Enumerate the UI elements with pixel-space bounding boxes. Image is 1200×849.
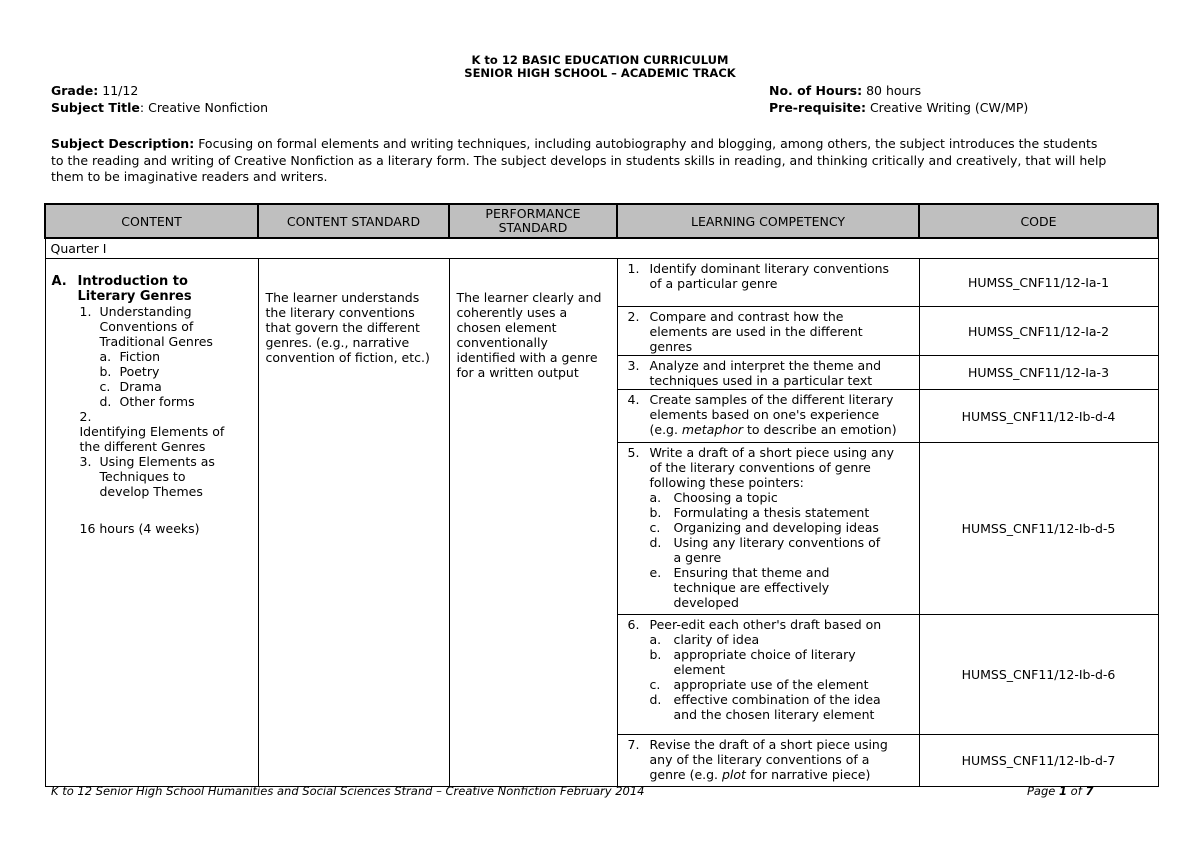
track-title: SENIOR HIGH SCHOOL – ACADEMIC TRACK	[464, 66, 736, 80]
prereq-label: Pre-requisite:	[769, 100, 866, 115]
list-item: d. Other forms	[99, 394, 195, 409]
list-item: 2.Identifying Elements of the different Genres	[79, 409, 225, 454]
competency-2: 2. Compare and contrast how the elements are used in the different genres	[617, 307, 919, 356]
list-item: c. Organizing and developing ideas	[649, 520, 879, 535]
performance-standard-cell: The learner clearly and coherently uses a chosen element conventionally identified with a genre for a written output	[449, 259, 617, 787]
header-content-standard: CONTENT STANDARD	[258, 204, 449, 238]
prereq-line	[769, 100, 1028, 115]
grade-label: Grade:	[51, 83, 99, 98]
hours-label: No. of Hours:	[769, 83, 863, 98]
subject-label: Subject Title	[51, 100, 140, 115]
list-item: c. appropriate use of the element	[649, 677, 869, 692]
header-code: CODE	[919, 204, 1158, 238]
header-performance-standard: PERFORMANCE STANDARD	[449, 204, 617, 238]
code-6: HUMSS_CNF11/12-Ib-d-6	[919, 615, 1158, 735]
code-1: HUMSS_CNF11/12-Ia-1	[919, 259, 1158, 307]
competency-7: 7. Revise the draft of a short piece using any of the literary conventions of a genre (e.g. plot for narrative piece)	[617, 735, 919, 787]
code-2: HUMSS_CNF11/12-Ia-2	[919, 307, 1158, 356]
list-item: a. Choosing a topic	[649, 490, 778, 505]
hours-line	[769, 83, 921, 98]
grade-value: 11/12	[102, 83, 139, 98]
footer-text: K to 12 Senior High School Humanities and Social Sciences Strand – Creative Nonfiction February 2014	[51, 784, 645, 798]
list-item: b. appropriate choice of literary element	[649, 647, 856, 677]
list-item: b. Poetry	[99, 364, 160, 379]
description-text: Focusing on formal elements and writing techniques, including autobiography and blogging, among others, the subject introduces the students to the reading and writing of Creative Nonfiction as a literary form. The subject develops in students skills in reading, and thinking critically and creatively, that will help them to be imaginative readers and writers.	[51, 136, 1107, 184]
competency-1: 1. Identify dominant literary conventions of a particular genre	[617, 259, 919, 307]
prereq-value: Creative Writing (CW/MP)	[869, 100, 1029, 115]
competency-4: 4. Create samples of the different literary elements based on one's experience (e.g. metaphor to describe an emotion)	[617, 390, 919, 443]
code-5: HUMSS_CNF11/12-Ib-d-5	[919, 443, 1158, 615]
list-item: d. Using any literary conventions of a genre	[649, 535, 881, 565]
description-label: Subject Description:	[51, 136, 195, 151]
quarter-label: Quarter I	[45, 238, 1158, 259]
competency-5: 5. Write a draft of a short piece using any of the literary conventions of genre following these pointers: a. Choosing a topic b. Formulating a thesis statement c. Organizing and developing ideas d. Using any literary conventions of a genre e. Ensuring that theme and technique are effectively developed	[617, 443, 919, 615]
hours-value: 80 hours	[866, 83, 922, 98]
competency-3: 3. Analyze and interpret the theme and techniques used in a particular text	[617, 356, 919, 390]
list-item: a. Fiction	[99, 349, 161, 364]
list-item: c. Drama	[99, 379, 162, 394]
competency-6: 6. Peer-edit each other's draft based on a. clarity of idea b. appropriate choice of literary element c. appropriate use of the element d. effective combination of the idea and the chosen literary element	[617, 615, 919, 735]
list-item: e. Ensuring that theme and technique are effectively developed	[649, 565, 830, 610]
code-3: HUMSS_CNF11/12-Ia-3	[919, 356, 1158, 390]
quarter-row	[45, 238, 1158, 259]
list-item: 1. Understanding Conventions of Traditional Genres	[79, 304, 213, 349]
content-cell	[45, 259, 258, 787]
header-learning-competency: LEARNING COMPETENCY	[617, 204, 919, 238]
code-7: HUMSS_CNF11/12-Ib-d-7	[919, 735, 1158, 787]
list-item: 3. Using Elements as Techniques to develop Themes	[79, 454, 215, 499]
content-hours: 16 hours (4 weeks)	[79, 521, 200, 536]
header-content: CONTENT	[45, 204, 258, 238]
list-item: d. effective combination of the idea and the chosen literary element	[649, 692, 881, 722]
table-header-row	[45, 204, 1158, 238]
list-item: a. clarity of idea	[649, 632, 760, 647]
code-4: HUMSS_CNF11/12-Ib-d-4	[919, 390, 1158, 443]
subject-value: : Creative Nonfiction	[139, 100, 269, 115]
subject-line	[51, 100, 268, 115]
curriculum-table	[44, 203, 1159, 787]
grade-line	[51, 83, 138, 98]
content-standard-cell: The learner understands the literary conventions that govern the different genres. (e.g., narrative convention of fiction, etc.)	[258, 259, 449, 787]
content-title: A. Introduction to Literary Genres	[51, 274, 192, 304]
curriculum-title: K to 12 BASIC EDUCATION CURRICULUM	[471, 53, 729, 67]
subject-description	[51, 136, 1111, 186]
list-item: b. Formulating a thesis statement	[649, 505, 870, 520]
page-number: Page 1 of 7	[1027, 784, 1094, 798]
table-row	[45, 259, 1158, 307]
